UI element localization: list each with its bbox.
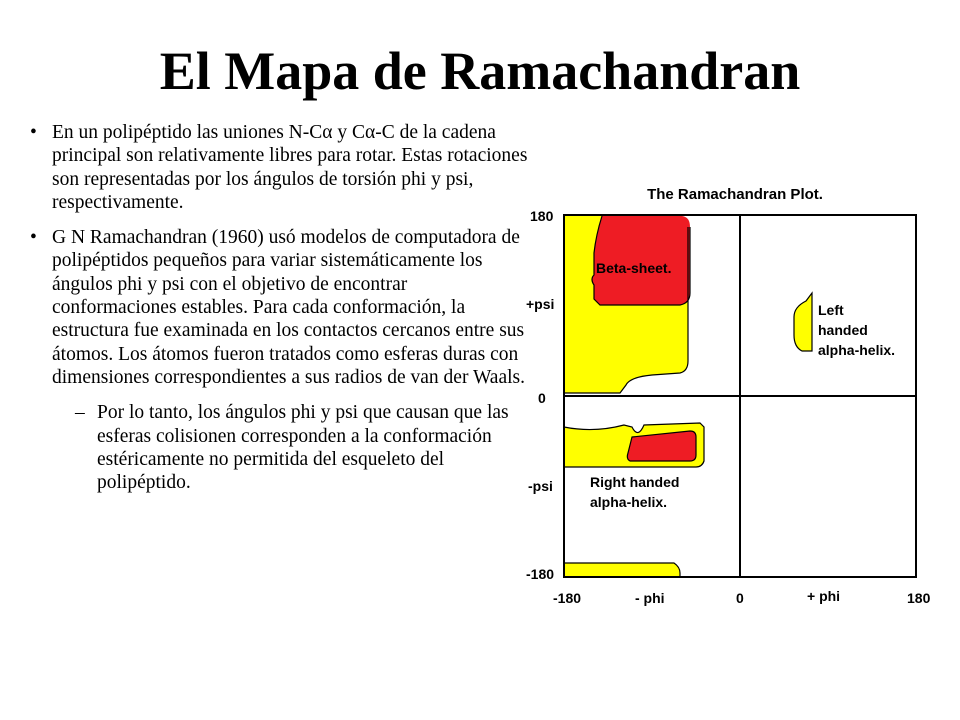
right-helix-label-2: alpha-helix.: [590, 494, 668, 510]
psi-tick-upper: +psi: [526, 296, 555, 312]
slide-title: El Mapa de Ramachandran: [159, 41, 801, 101]
psi-tick-bottom: -180: [526, 566, 555, 582]
bullet-item: [28, 226, 528, 389]
psi-tick-middle: 0: [538, 390, 546, 406]
phi-tick-left: -180: [553, 590, 582, 606]
left-helix-label-2: handed: [818, 322, 868, 338]
bullet-text-bond-rotation: En un polipéptido las uniones N-Cα y Cα-C de la cadena principal son relativamente libres para rotar. Estas rotaciones son representadas por los ángulos de torsión phi y psi, respectivamente.: [52, 122, 528, 213]
bullet-marker: •: [30, 122, 37, 143]
bullet-marker: •: [30, 227, 37, 249]
phi-tick-mid-left: - phi: [635, 590, 665, 606]
left-helix-label-1: Left: [818, 302, 844, 318]
left-helix-region: [794, 293, 812, 351]
phi-tick-right: 180: [907, 590, 931, 606]
bottom-allowed-region: [564, 563, 680, 577]
phi-axis-labels: [553, 588, 931, 606]
beta-sheet-label: Beta-sheet.: [596, 260, 672, 276]
right-helix-label-1: Right handed: [590, 474, 680, 490]
ramachandran-plot: [520, 175, 950, 615]
psi-axis-labels: [526, 208, 554, 582]
psi-tick-lower: -psi: [528, 478, 553, 494]
psi-tick-top: 180: [530, 208, 554, 224]
phi-tick-mid-right: + phi: [807, 588, 841, 604]
sub-bullet-text: Por lo tanto, los ángulos phi y psi que causan que las esferas colisionen corresponden a la conformación estéricamente no permitida del esqueleto del polipéptido.: [97, 402, 509, 494]
plot-title: The Ramachandran Plot.: [647, 186, 823, 203]
sub-bullet-marker: –: [75, 402, 85, 424]
phi-tick-middle: 0: [736, 590, 744, 606]
bullet-item: [28, 121, 528, 214]
left-helix-label-3: alpha-helix.: [818, 342, 896, 358]
bullet-text-ramachandran-models: G N Ramachandran (1960) usó modelos de computadora de polipéptidos pequeños para variar sistemáticamente los ángulos phi y psi con el objetivo de encontrar conformaciones estables. Para cada conformación, la estructura fue examinada en los contactos cercanos entre sus átomos. Los átomos fueron tratados como esferas duras con dimensiones correspondientes a sus radios de van der Waals.: [52, 227, 525, 388]
sub-bullet-item: [28, 401, 528, 494]
slide-body: [28, 121, 528, 494]
